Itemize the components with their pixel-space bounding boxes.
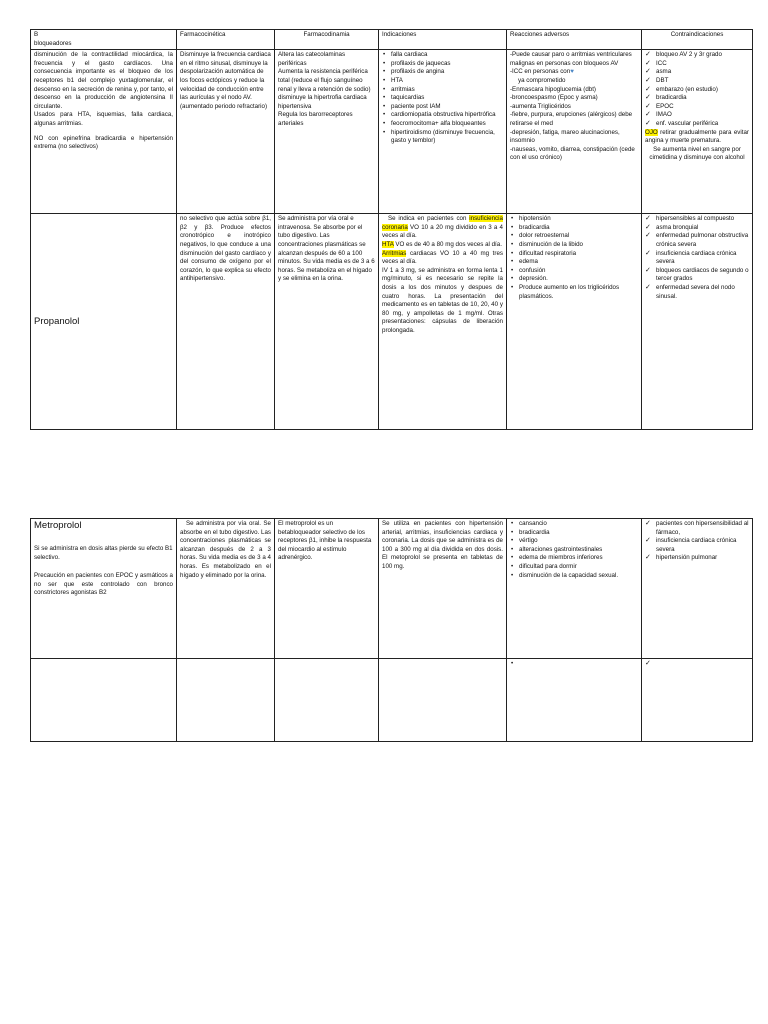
farmacodinamia-line-2: Aumenta la resistencia periférica total (reduce el flujo sanguíneo renal y lleva a retención de sodio) disminuye la hipertrofia cardiaca hipertensiva [278, 68, 371, 110]
indicacion-item: • arritmias [382, 86, 503, 95]
beta-blockers-table [30, 29, 753, 430]
contraindicacion-item: ✓ asma [645, 68, 749, 77]
metroprolol-indicaciones: Se utiliza en pacientes con hipertensión arterial, arritmias, insuficiencias cardiaca y coronaria. La dosis que se administra es de 100 a 300 mg al día dividida en dos dosis. El metoprolol se presenta en tabletas de 100 mg. [382, 520, 503, 570]
table-row-metroprolol [31, 519, 753, 659]
propanolol-iv-dose: IV 1 a 3 mg, se administra en forma lenta 1 mg/minuto, si es necesario se repite la dosis a los dos minutos y despues de cuatro horas. La presentación del medicamento es en tabletas de 10, 20, 40 y 80 mg, y ampolletas de 1 mg/ml. Otras presentaciones: cápsulas de liberación prolongada. [382, 266, 503, 334]
indicacion-item: • paciente post IAM [382, 103, 503, 112]
reaccion-line: -depresión, fatiga, mareo alucinaciones, insomnio [510, 128, 620, 145]
general-uses: Usados para HTA, isquemias, falla cardiaca, algunas arritmias. [34, 111, 173, 127]
header-row [31, 30, 753, 50]
contraindicacion-item: ✓ bloqueo AV 2 y 3r grado [645, 51, 749, 60]
reaccion-item: • bradicardia [510, 529, 638, 538]
general-farmacodinamia-cell [275, 50, 379, 214]
reaccion-line: -broncoespasmo (Epoc y asma) [510, 94, 598, 102]
header-drug: B bloqueadores [31, 30, 177, 50]
contraindicacion-item: ✓ EPOC [645, 103, 749, 112]
contraindicacion-item: ✓ hipersensibles al compuesto [645, 215, 749, 224]
header-reacciones: Reacciones adversos [507, 30, 642, 50]
reaccion-item: • disminución de la libido [510, 241, 638, 250]
highlight-hta: HTA [382, 240, 394, 248]
ojo-label: OJO [645, 128, 658, 136]
reaccion-line: -fiebre, purpura, erupciones (alérgicos) debe retirarse el med [510, 111, 633, 127]
contraindicacion-item: ✓ enfermedad severa del nodo sinusal. [645, 284, 749, 301]
contraindicacion-item: ✓ embarazo (en estudio) [645, 86, 749, 95]
reaccion-line: -Puede causar paro o arritmias ventriculares malignas en personas con bloqueos AV [510, 51, 632, 67]
drug-name-propanolol: Propanolol [34, 315, 80, 327]
general-description: disminución de la contractilidad miocárdica, la frecuencia y el gasto cardíacos. Una consecuencia importante es el bloqueo de los receptores b1 del complejo yuxtaglomerular, el descenso en la secreción de renina y, por tanto, el descenso en la producción de angiotensina II circulante. [34, 51, 173, 110]
propanolol-farmacodinamia: Se administra por vía oral e intravenosa. Se absorbe por el tubo digestivo. Las concentraciones plasmáticas se alcanzan después de 60 a 100 minutos. Su vida media es de 3 a 6 horas. Se metaboliza en el hígado y se elimina en la orina. [278, 215, 375, 283]
contraindicacion-item: ✓ hipertensión pulmonar [645, 554, 749, 563]
indicacion-item: • profilaxis de jaquecas [382, 60, 503, 69]
empty-cell [379, 659, 507, 742]
general-warning: NO con epinefrina bradicardia e hipertensión extrema (no selectivos) [34, 134, 173, 151]
header-farmacocinetica: Farmacocinética [177, 30, 275, 50]
contraindicacion-item: ✓ pacientes con hipersensibilidad al fármaco, [645, 520, 749, 537]
reaccion-item: • dificultad para dormir [510, 563, 638, 572]
contraindicacion-item: ✓ insuficiencia cardiaca crónica severa [645, 537, 749, 554]
indicacion-item: • taquicardias [382, 94, 503, 103]
indicacion-item: • hipertiroidismo (disminuye frecuencia, gasto y temblor) [382, 129, 503, 146]
metroprolol-indicaciones-cell [379, 519, 507, 659]
reaccion-item: • vértigo [510, 537, 638, 546]
indicacion-item: • profilaxis de angina [382, 68, 503, 77]
empty-reacciones-cell [507, 659, 642, 742]
farmacodinamia-line-1: Altera las catecolaminas periféricas [278, 51, 346, 67]
metroprolol-farmacocinetica-cell [177, 519, 275, 659]
propanolol-farmacodinamia-cell [275, 214, 379, 430]
metroprolol-reacciones-cell [507, 519, 642, 659]
contraindicacion-item: ✓ DBT [645, 77, 749, 86]
contra-extra: Se aumenta nivel en sangre por cimetidina y disminuye con alcohol [649, 145, 745, 162]
reaccion-item: • edema [510, 258, 638, 267]
header-contraindicaciones: Contraindicaciones [642, 30, 753, 50]
contraindicacion-item: ✓ bloqueos cardiacos de segundo o tercer grados [645, 267, 749, 284]
metroprolol-farmacocinetica: Se administra por vía oral. Se absorbe en el tubo digestivo. Las concentraciones plasmáticas se alcanzan después de 2 a 3 horas. Su vida media es de 3 a 4 horas. Es metabolizado en el hígado y eliminado por la orina. [180, 520, 271, 579]
contraindicacion-item: ✓ enfermedad pulmonar obstructiva crónica severa [645, 232, 749, 249]
contraindicacion-item: ✓ asma bronquial [645, 224, 749, 233]
heart-icon: ♥ [570, 68, 574, 76]
reaccion-item: • cansancio [510, 520, 638, 529]
reaccion-item: • depresión. [510, 275, 638, 284]
metroprolol-farmacodinamia: El metroprolol es un betabloqueador selectivo de los receptores β1, inhibe la respuesta del miocardio al estímulo adrenérgico. [278, 520, 372, 562]
reaccion-line: ya comprometido [518, 76, 566, 84]
table-row-empty [31, 659, 753, 742]
reacciones-list [510, 520, 638, 580]
contraindicacion-item: ✓ bradicardia [645, 94, 749, 103]
indicacion-item: • HTA [382, 77, 503, 86]
propanolol-farmacocinetica: no selectivo que actúa sobre β1, β2 y β3. Produce efectos cronotrópico e inotrópico negativos, lo que conduce a una disminución del gasto cardíaco y del consumo de oxígeno por el corazón, lo que explica su efecto antihipertensivo. [180, 215, 271, 283]
contraindicaciones-list [645, 51, 749, 128]
contraindicacion-item: ✓ insuficiencia cardiaca crónica severa [645, 250, 749, 267]
header-farmacodinamia: Farmacodinamia [275, 30, 379, 50]
table-row-general [31, 50, 753, 214]
general-reacciones-cell [507, 50, 642, 214]
general-indicaciones-cell [379, 50, 507, 214]
general-farmacocinetica: Disminuye la frecuencia cardiaca en el ritmo sinusal, disminuye la despolarización automática de los focos ectópicos y reduce la velocidad de conducción entre las aurículas y el nodo AV. (aumentado periodo refractario) [180, 51, 271, 110]
metroprolol-note-2: Precaución en pacientes con EPOC y asmáticos a no ser que este controlado con bronco constrictores agonistas B2 [34, 572, 173, 597]
ojo-note: OJO retirar gradualmente para evitar angina y muerte prematura. [645, 128, 749, 145]
reaccion-item: • dolor retroesternal [510, 232, 638, 241]
reaccion-item: • Produce aumento en los triglicéridos plasmáticos. [510, 284, 638, 301]
contraindicacion-item: ✓ ICC [645, 60, 749, 69]
propanolol-reacciones-cell [507, 214, 642, 430]
contraindicacion-item: ✓ enf. vascular periférica [645, 120, 749, 129]
reaccion-item: • alteraciones gastrointestinales [510, 546, 638, 555]
header-indicaciones: Indicaciones [379, 30, 507, 50]
metroprolol-note-1: Si se administra en dosis altas pierde su efecto B1 selectivo. [34, 545, 173, 561]
contraindicaciones-list [645, 215, 749, 301]
empty-cell [31, 659, 177, 742]
reaccion-item: • dificultad respiratoria [510, 250, 638, 259]
reaccion-item: • hipotensión [510, 215, 638, 224]
metroprolol-contraindicaciones-cell [642, 519, 753, 659]
metroprolol-farmacodinamia-cell [275, 519, 379, 659]
empty-cell [275, 659, 379, 742]
indicacion-item: • feocromocitoma+ alfa bloqueantes [382, 120, 503, 129]
empty-cell [177, 659, 275, 742]
propanolol-indicaciones-cell: Se indica en pacientes con insuficiencia coronaria VO 10 a 20 mg dividido en 3 a 4 veces al día. HTA VO es de 40 a 80 mg dos veces al día. Arritmias cardiacas VO 10 a 40 mg tres veces al día. IV 1 a 3 mg, se administra en forma lenta 1 mg/minuto, si es necesario se repite la dosis a los dos minutos y despues de cuatro horas. La presentación del medicamento es en tabletas de 10, 20, 40 y 80 mg, y ampolletas de 1 mg/ml. Otras presentaciones: cápsulas de liberación prolongada. [379, 214, 507, 430]
propanolol-name-cell [31, 214, 177, 430]
general-contraindicaciones-cell [642, 50, 753, 214]
general-description-cell [31, 50, 177, 214]
indicacion-item: • cardiomiopatía obstructiva hipertrófica [382, 111, 503, 120]
reaccion-line: -nauseas, vomito, diarrea, constipación (cede con el uso crónico) [510, 145, 635, 162]
contraindicaciones-list [645, 520, 749, 563]
general-farmacocinetica-cell [177, 50, 275, 214]
indicaciones-list [382, 51, 503, 146]
reaccion-line: -Enmascara hipoglucemia (dbt) [510, 85, 596, 93]
empty-contraindicaciones-cell [642, 659, 753, 742]
drug-name-metroprolol: Metroprolol [34, 520, 82, 531]
reaccion-line: -aumenta Triglicéridos [510, 102, 571, 110]
farmacodinamia-line-3: Regula los barorreceptores arteriales [278, 111, 353, 127]
reaccion-line: -ICC en personas con♥ [510, 68, 574, 76]
metoprolol-table [30, 518, 753, 742]
reaccion-item: • disminución de la capacidad sexual. [510, 572, 638, 581]
propanolol-contraindicaciones-cell [642, 214, 753, 430]
highlight-insuficiencia: insuficiencia coronaria [382, 215, 503, 231]
contraindicacion-item: ✓ IMAO [645, 111, 749, 120]
metroprolol-name-cell [31, 519, 177, 659]
indicacion-item: • falla cardiaca [382, 51, 503, 60]
reacciones-list [510, 215, 638, 301]
reaccion-item: • bradicardia [510, 224, 638, 233]
reaccion-item: • edema de miembros inferiores [510, 554, 638, 563]
reaccion-item: • confusión [510, 267, 638, 276]
table-row-propanolol [31, 214, 753, 430]
propanolol-farmacocinetica-cell [177, 214, 275, 430]
highlight-arritmias: Arritmias [382, 249, 407, 257]
